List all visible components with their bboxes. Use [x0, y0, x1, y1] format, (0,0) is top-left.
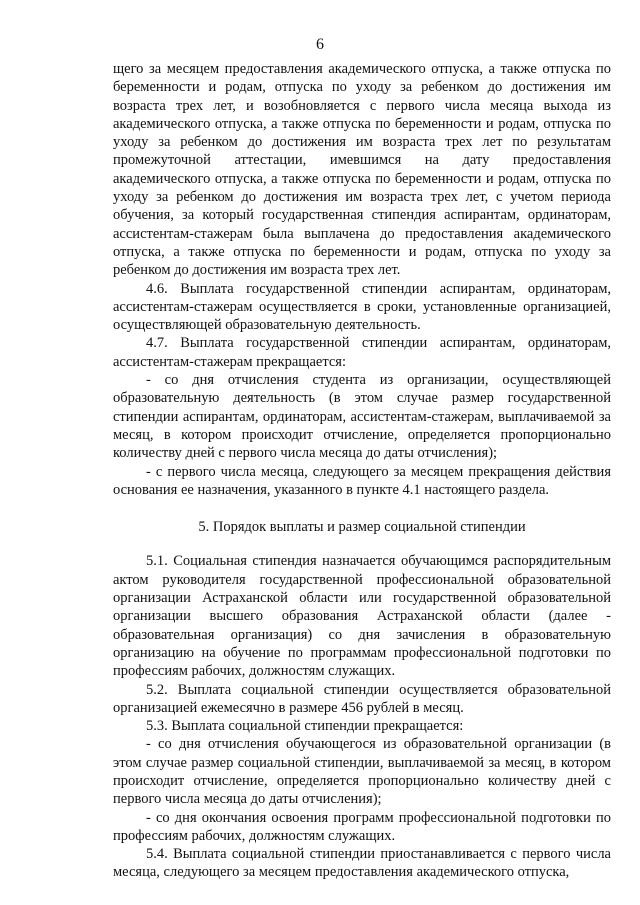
- page-body: [113, 60, 611, 882]
- page-number: 6: [316, 36, 324, 53]
- paragraph-4-6: 4.6. Выплата государственной стипендии аспирантам, ординаторам, ассистентам-стажерам осуществляется в сроки, установленные организацией, осуществляющей образовательную деятельность.: [113, 280, 611, 334]
- paragraph-5-2: 5.2. Выплата социальной стипендии осуществляется образовательной организацией ежемесячно в размере 456 рублей в месяц.: [113, 681, 611, 716]
- paragraph-continuation: щего за месяцем предоставления академического отпуска, а также отпуска по беременности и родам, отпуска по уходу за ребенком до достижения им возраста трех лет, и возобновляется с первого числа месяца выхода из академического отпуска, а также отпуска по беременности и родам, отпуска по уходу за ребенком до достижения им возраста трех лет по результатам промежуточной аттестации, имевшимся на дату предоставления академического отпуска, а также отпуска по беременности и родам, отпуска по уходу за ребенком до достижения им возраста трех лет, с учетом периода обучения, за который государственная стипендия аспирантам, ординаторам, ассистентам-стажерам была выплачена до предоставления академического отпуска, а также отпуска по беременности и родам, отпуска по уходу за ребенком до достижения им возраста трех лет.: [113, 61, 611, 279]
- list-item-dash: - с первого числа месяца, следующего за месяцем прекращения действия основания ее назначения, указанного в пункте 4.1 настоящего раздела.: [113, 463, 611, 498]
- list-item-dash: - со дня отчисления студента из организации, осуществляющей образовательную деятельность (в этом случае размер государственной стипендии аспирантам, ординаторам, ассистентам-стажерам, выплачиваемой за месяц, в котором происходит отчисление, определяется пропорционально количеству дней с первого числа месяца до даты отчисления);: [113, 372, 611, 462]
- paragraph-4-7: 4.7. Выплата государственной стипендии аспирантам, ординаторам, ассистентам-стажерам прекращается:: [113, 335, 611, 370]
- paragraph-5-4: 5.4. Выплата социальной стипендии приостанавливается с первого числа месяца, следующего за месяцем предоставления академического отпуска,: [113, 846, 611, 881]
- section-title: 5. Порядок выплаты и размер социальной стипендии: [198, 519, 526, 536]
- list-item-dash: - со дня отчисления обучающегося из образовательной организации (в этом случае размер социальной стипендии, выплачиваемой за месяц, в котором происходит отчисление, определяется пропорционально количеству дней с первого числа месяца до даты отчисления);: [113, 736, 611, 808]
- paragraph-5-3: 5.3. Выплата социальной стипендии прекращается:: [146, 718, 464, 735]
- paragraph-5-1: 5.1. Социальная стипендия назначается обучающимся распорядительным актом руководителя государственной профессиональной образовательной организации Астраханской области или государственной образовательной организации высшего образования Астраханской области (далее - образовательная организация) со дня зачисления в образовательную организацию на обучение по программам профессиональной подготовки по профессиям рабочих, должностям служащих.: [113, 553, 611, 680]
- list-item-dash: - со дня окончания освоения программ профессиональной подготовки по профессиям рабочих, должностям служащих.: [113, 809, 611, 844]
